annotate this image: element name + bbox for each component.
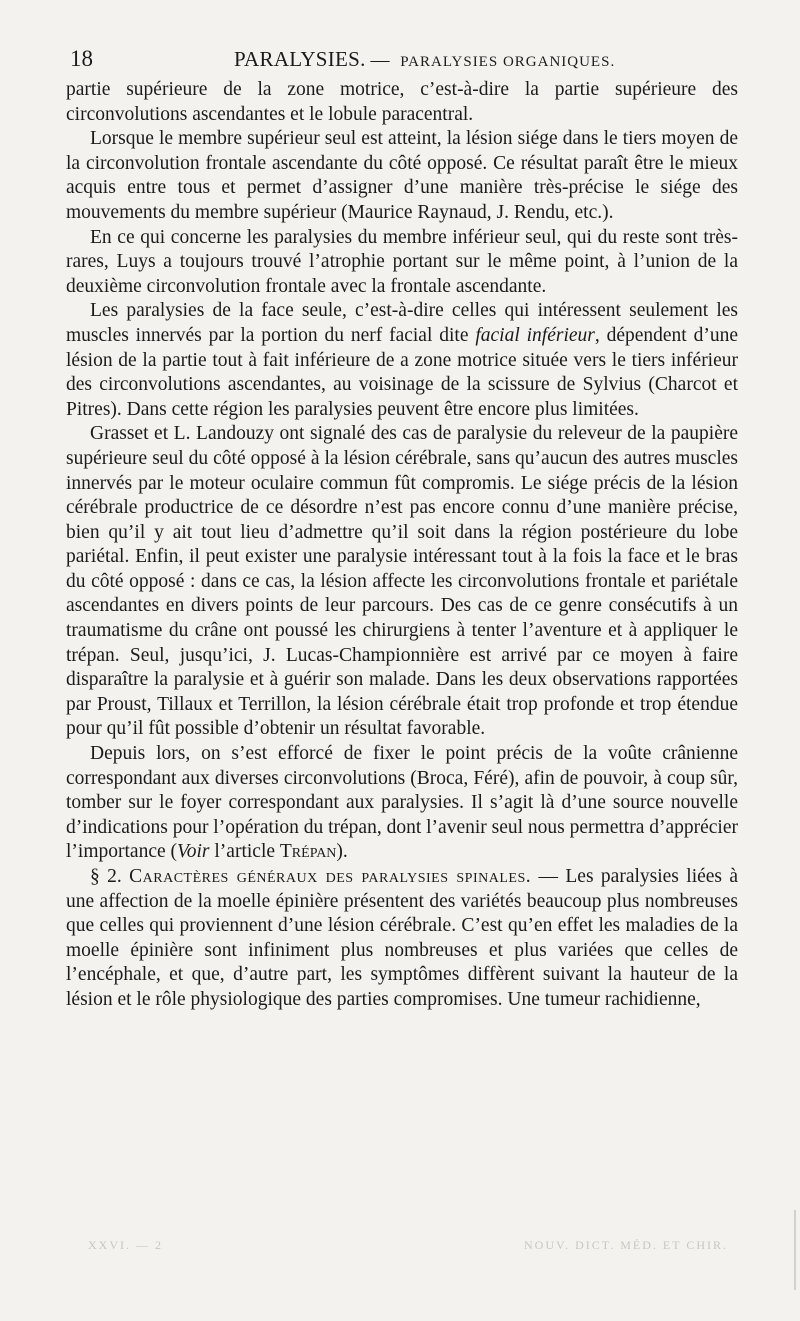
face-text-before: Les paralysies de la face seule, c’est-à-dire celles qui intéressent seulement les muscles innervés par la portion du nerf facial dite — [66, 300, 738, 346]
bleed-through-left: XXVI. — 2 — [88, 1238, 163, 1252]
body-text — [66, 78, 738, 1013]
section-text: Les paralysies liées à une affection de la moelle épinière présentent des variétés beaucoup plus nombreuses que celles qui proviennent d’une lésion cérébrale. C’est qu’en effet les maladies de la moelle épinière sont infiniment plus nombreuses et plus variées que celles de l’encéphale, et que, d’autre part, les symptômes diffèrent suivant la hauteur de la lésion et le rôle physiologique des parties compromises. Une tumeur rachidienne, — [66, 866, 739, 1010]
section-dash: — — [531, 866, 566, 887]
bleed-through-signature — [88, 1238, 728, 1253]
section-number: § 2. — [90, 866, 122, 887]
paragraph-section-2 — [66, 865, 738, 1013]
depuis-text-after: ). — [336, 841, 348, 863]
paragraph-continuation: partie supérieure de la zone motrice, c’est-à-dire la partie supérieure des circonvolutions ascendantes et le lobule paracentral. — [66, 79, 738, 125]
section-title: Caractères généraux des paralysies spinales. — [129, 866, 532, 887]
bleed-through-right: NOUV. DICT. MÉD. ET CHIR. — [523, 1238, 728, 1252]
page-edge-mark — [794, 1210, 796, 1290]
paragraph-membre-superieur: Lorsque le membre supérieur seul est atteint, la lésion siége dans le tiers moyen de la circonvolution frontale ascendante du côté opposé. Ce résultat paraît être le mieux acquis entre tous et permet d’assigner d’une manière très-précise le siége des mouvements du membre supérieur (Maurice Raynaud, J. Rendu, etc.). — [66, 128, 738, 223]
running-head-subtitle: PARALYSIES ORGANIQUES. — [400, 54, 616, 70]
paragraph-depuis-lors — [66, 742, 738, 865]
voir-italic: Voir — [177, 841, 210, 863]
book-page — [66, 46, 738, 1013]
page-number: 18 — [70, 46, 93, 71]
trepan-reference: Trépan — [279, 841, 337, 863]
paragraph-grasset-landouzy: Grasset et L. Landouzy ont signalé des cas de paralysie du releveur de la paupière supérieure seul du côté opposé à la lésion cérébrale, sans qu’aucun des autres muscles innervés par le moteur oculaire commun fût compromis. Le siége précis de la lésion cérébrale productrice de ce désordre n’est pas encore connu d’une manière précise, bien qu’il y ait tout lieu d’admettre qu’il soit dans la région postérieure du lobe pariétal. Enfin, il peut exister une paralysie intéressant tout à la fois la face et le bras du côté opposé : dans ce cas, la lésion affecte les circonvolutions frontale et pariétale ascendantes en divers points de leur parcours. Des cas de ce genre consécutifs à un traumatisme du crâne ont poussé les chirurgiens à tenter l’aventure et à appliquer le trépan. Seul, jusqu’ici, J. Lucas-Championnière est arrivé par ce moyen à faire disparaître la paralysie et à guérir son malade. Dans les deux observations rapportées par Proust, Tillaux et Terrillon, la lésion cérébrale était trop profonde et trop étendue pour qu’il fût possible d’obtenir un résultat favorable. — [66, 423, 738, 740]
face-text-after: , dépendent d’une lésion de la partie tout à fait inférieure de a zone motrice située vers le tiers inférieur des circonvolutions ascendantes, au voisinage de la scissure de Sylvius (Charcot et Pitres). Dans cette région les paralysies peuvent être encore plus limitées. — [66, 324, 738, 420]
running-head-dash: — — [365, 50, 395, 71]
paragraph-face — [66, 299, 738, 422]
depuis-text-middle: l’article — [209, 841, 280, 863]
running-head-title: PARALYSIES. — [234, 47, 366, 71]
running-head — [66, 46, 738, 78]
face-italic-term: facial inférieur — [475, 324, 595, 346]
depuis-text-before: Depuis lors, on s’est efforcé de fixer le point précis de la voûte crânienne correspondant aux diverses circonvolutions (Broca, Féré), afin de pouvoir, à coup sûr, tomber sur le foyer correspondant aux paralysies. Il s’agit là d’une source nouvelle d’indications pour l’opération du trépan, dont l’avenir seul nous permettra d’apprécier l’importance ( — [66, 743, 738, 863]
paragraph-membre-inferieur: En ce qui concerne les paralysies du membre inférieur seul, qui du reste sont très-rares, Luys a toujours trouvé l’atrophie portant sur le même point, à l’union de la deuxième circonvolution frontale avec la frontale ascendante. — [66, 226, 738, 297]
